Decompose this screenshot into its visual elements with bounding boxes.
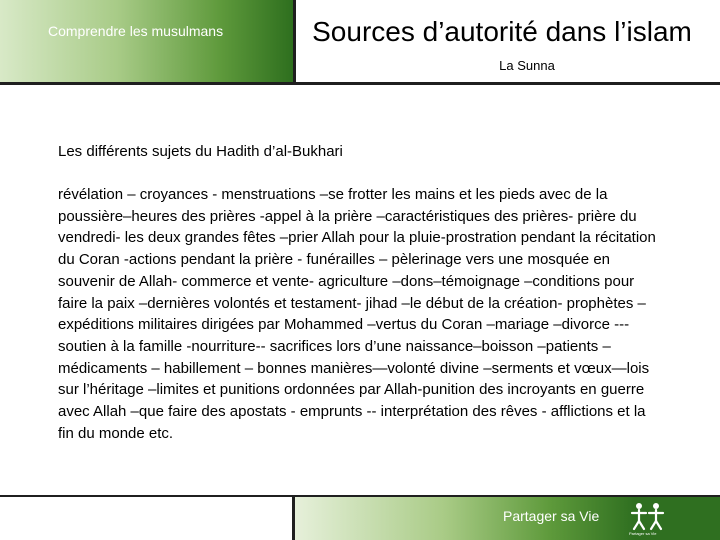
header-band	[0, 0, 720, 82]
slide-subtitle: La Sunna	[499, 58, 555, 73]
header-underline	[0, 82, 720, 85]
header-green-panel	[0, 0, 293, 82]
content-body: révélation – croyances - menstruations –se frotter les mains et les pieds avec de la poussière–heures des prières -appel à la prière –caractéristiques des prières- prière du vendredi- les deux grandes fêtes –prier Allah pour la pluie-prostration pendant la récitation du Coran -actions pendant la prière - funérailles – pèlerinage vers une mosquée en souvenir de Allah- commerce et vente- agriculture –dons–témoignage –conditions pour faire la paix –dernières volontés et testament- jihad –le début de la création- prophètes –expéditions militaires dirigées par Mohammed –vertus du Coran –mariage –divorce ---soutien à la famille -nourriture-- sacrifices lors d’une naissance–boisson –patients – médicaments – habillement – bonnes manières—volonté divine –serments et vœux—lois sur l’héritage –limites et punitions ordonnées par Allah-punition des incroyants en guerre avec Allah –que faire des apostats - emprunts -- interprétation des rêves - afflictions et la fin du monde etc.	[58, 186, 656, 442]
slide-title: Sources d’autorité dans l’islam	[312, 16, 692, 47]
content-heading: Les différents sujets du Hadith d’al-Bukhari	[58, 143, 343, 160]
header-divider	[293, 0, 296, 82]
footer-label: Partager sa Vie	[503, 508, 600, 524]
brand-label: Comprendre les musulmans	[48, 23, 224, 39]
logo-caption: Partager sa Vie	[629, 531, 657, 536]
